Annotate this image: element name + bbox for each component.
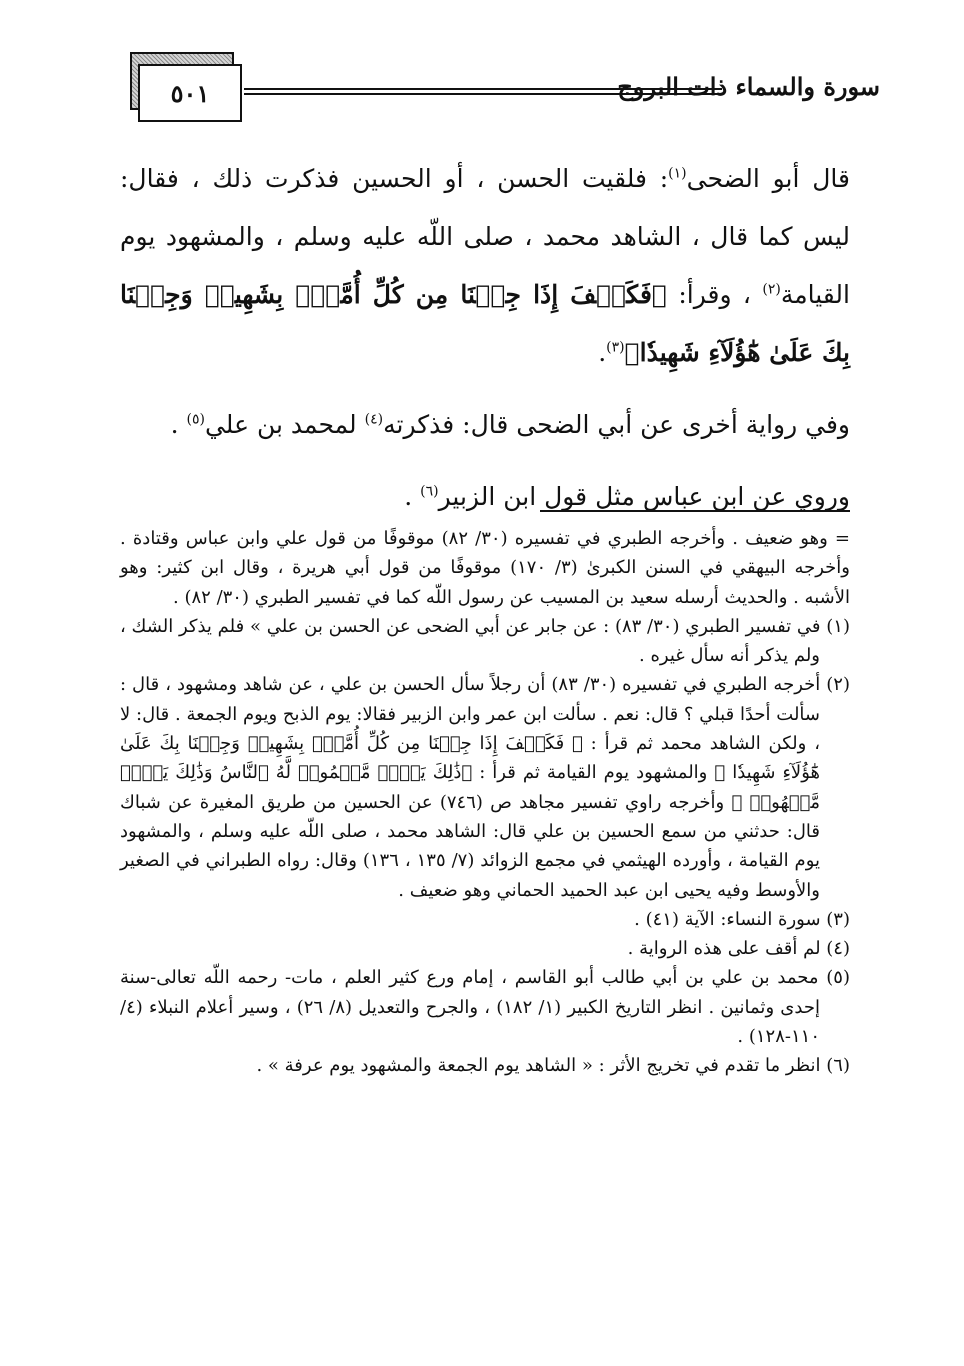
text: ، وقرأ:: [666, 280, 763, 309]
page-header: [120, 46, 880, 132]
footnote-2: (٢) أخرجه الطبري في تفسيره (٣٠/ ٨٣) أن رجلاً سأل الحسن بن علي ، عن شاهد ومشهود ، قال : سألت أحدًا قبلي ؟ قال: نعم . سألت ابن عمر وابن الزبير فقالا: يوم الذبح ويوم الجمعة . قال: لا ، ولكن الشاهد محمد ثم قرأ : ﴿ فَكَيۡفَ إِذَا جِئۡنَا مِن كُلِّ أُمَّةِۭ بِشَهِيدٖ وَجِئۡنَا بِكَ عَلَىٰ هَٰٓؤُلَآءِ شَهِيدٗا ﴾ والمشهود يوم القيامة ثم قرأ : ﴿ذَٰلِكَ يَوۡمٞ مَّجۡمُوعٞ لَّهُ ٱلنَّاسُ وَذَٰلِكَ يَوۡمٞ مَّشۡهُودٞ ﴾ وأخرجه راوي تفسير مجاهد ص (٧٤٦) عن الحسين من طريق المغيرة عن شباك قال: حدثني من سمع الحسين بن علي قال: الشاهد محمد ، صلى اللّه عليه وسلم ، والمشهود يوم القيامة ، وأورده الهيثمي في مجمع الزوائد (٧/ ١٣٥ ، ١٣٦) وقال: رواه الطبراني في الصغير والأوسط وفيه يحيى ابن عبد الحميد الحماني وهو ضعيف .: [120, 674, 850, 901]
text: وروي عن ابن عباس مثل قول ابن الزبير: [438, 482, 850, 511]
text: لمحمد بن علي: [204, 410, 365, 439]
quran-verse: ﴿فَكَيۡفَ إِذَا جِئۡنَا مِن كُلِّ أُمَّةِۭ بِشَهِيدٖ وَجِئۡنَا بِكَ عَلَىٰ هَٰٓؤُلَآءِ شَهِيدٗا﴾: [120, 280, 850, 367]
footnote-3: (٣) سورة النساء: الآية (٤١) .: [634, 908, 850, 930]
paragraph-1: [120, 150, 850, 382]
footnote-ref-5: (٥): [186, 411, 205, 428]
text: : فلقيت الحسن ، أو الحسين فذكرت ذلك ، فقال: ليس كما قال ، الشاهد محمد ، صلى اللّه عليه وسلم ، والمشهود يوم القيامة: [120, 164, 850, 309]
text: .: [170, 410, 187, 439]
footnote-ref-2: (٢): [762, 281, 781, 298]
text: وفي رواية أخرى عن أبي الضحى قال: فذكرته: [383, 410, 850, 439]
surah-title: سورة والسماء ذات البروج: [617, 72, 880, 101]
text: قال أبو الضحى: [686, 164, 850, 193]
footnote-5: (٥) محمد بن علي بن أبي طالب أبو القاسم ، إمام ورع كثير العلم ، مات- رحمه اللّه تعالى-سنة إحدى وثمانين . انظر التاريخ الكبير (١/ ١٨٢) ، والجرح والتعديل (٨/ ٢٦) ، وسير أعلام النبلاء (٤/ ١١٠-١٢٨) .: [120, 967, 850, 1048]
footnote-ref-1: (١): [668, 165, 687, 182]
footnote-4: (٤) لم أقف على هذه الرواية .: [627, 938, 850, 960]
paragraph-3: [120, 468, 850, 526]
page-number: ٥٠١: [138, 64, 242, 122]
footnotes: [120, 524, 850, 1081]
text: .: [404, 482, 421, 511]
footnote-ref-4: (٤): [364, 411, 384, 428]
text: .: [598, 338, 607, 367]
paragraph-2: [120, 396, 850, 454]
main-text: [120, 150, 850, 526]
footnote-6: (٦) انظر ما تقدم في تخريج الأثر : « الشاهد يوم الجمعة والمشهود يوم عرفة » .: [256, 1055, 850, 1077]
footnote-1: (١) في تفسير الطبري (٣٠/ ٨٣) : عن جابر عن أبي الضحى عن الحسن بن علي » فلم يذكر الشك ، ولم يذكر أنه سأل غيره .: [120, 615, 850, 667]
footnote-ref-3: (٣): [606, 339, 625, 356]
footnote-continuation: = وهو ضعيف . وأخرجه الطبري في تفسيره (٣٠/ ٨٢) موقوفًا من قول علي وابن عباس وقتادة . وأخرجه البيهقي في السنن الكبرىٰ (٣/ ١٧٠) موقوفًا من قول أبي هريرة ، وقال ابن كثير: وهو الأشبه . والحديث أرسله سعيد بن المسيب عن رسول اللّه كما في تفسير الطبري (٣٠/ ٨٢) .: [120, 528, 851, 608]
footnote-ref-6: (٦): [420, 483, 439, 500]
footnote-separator: [540, 510, 850, 512]
